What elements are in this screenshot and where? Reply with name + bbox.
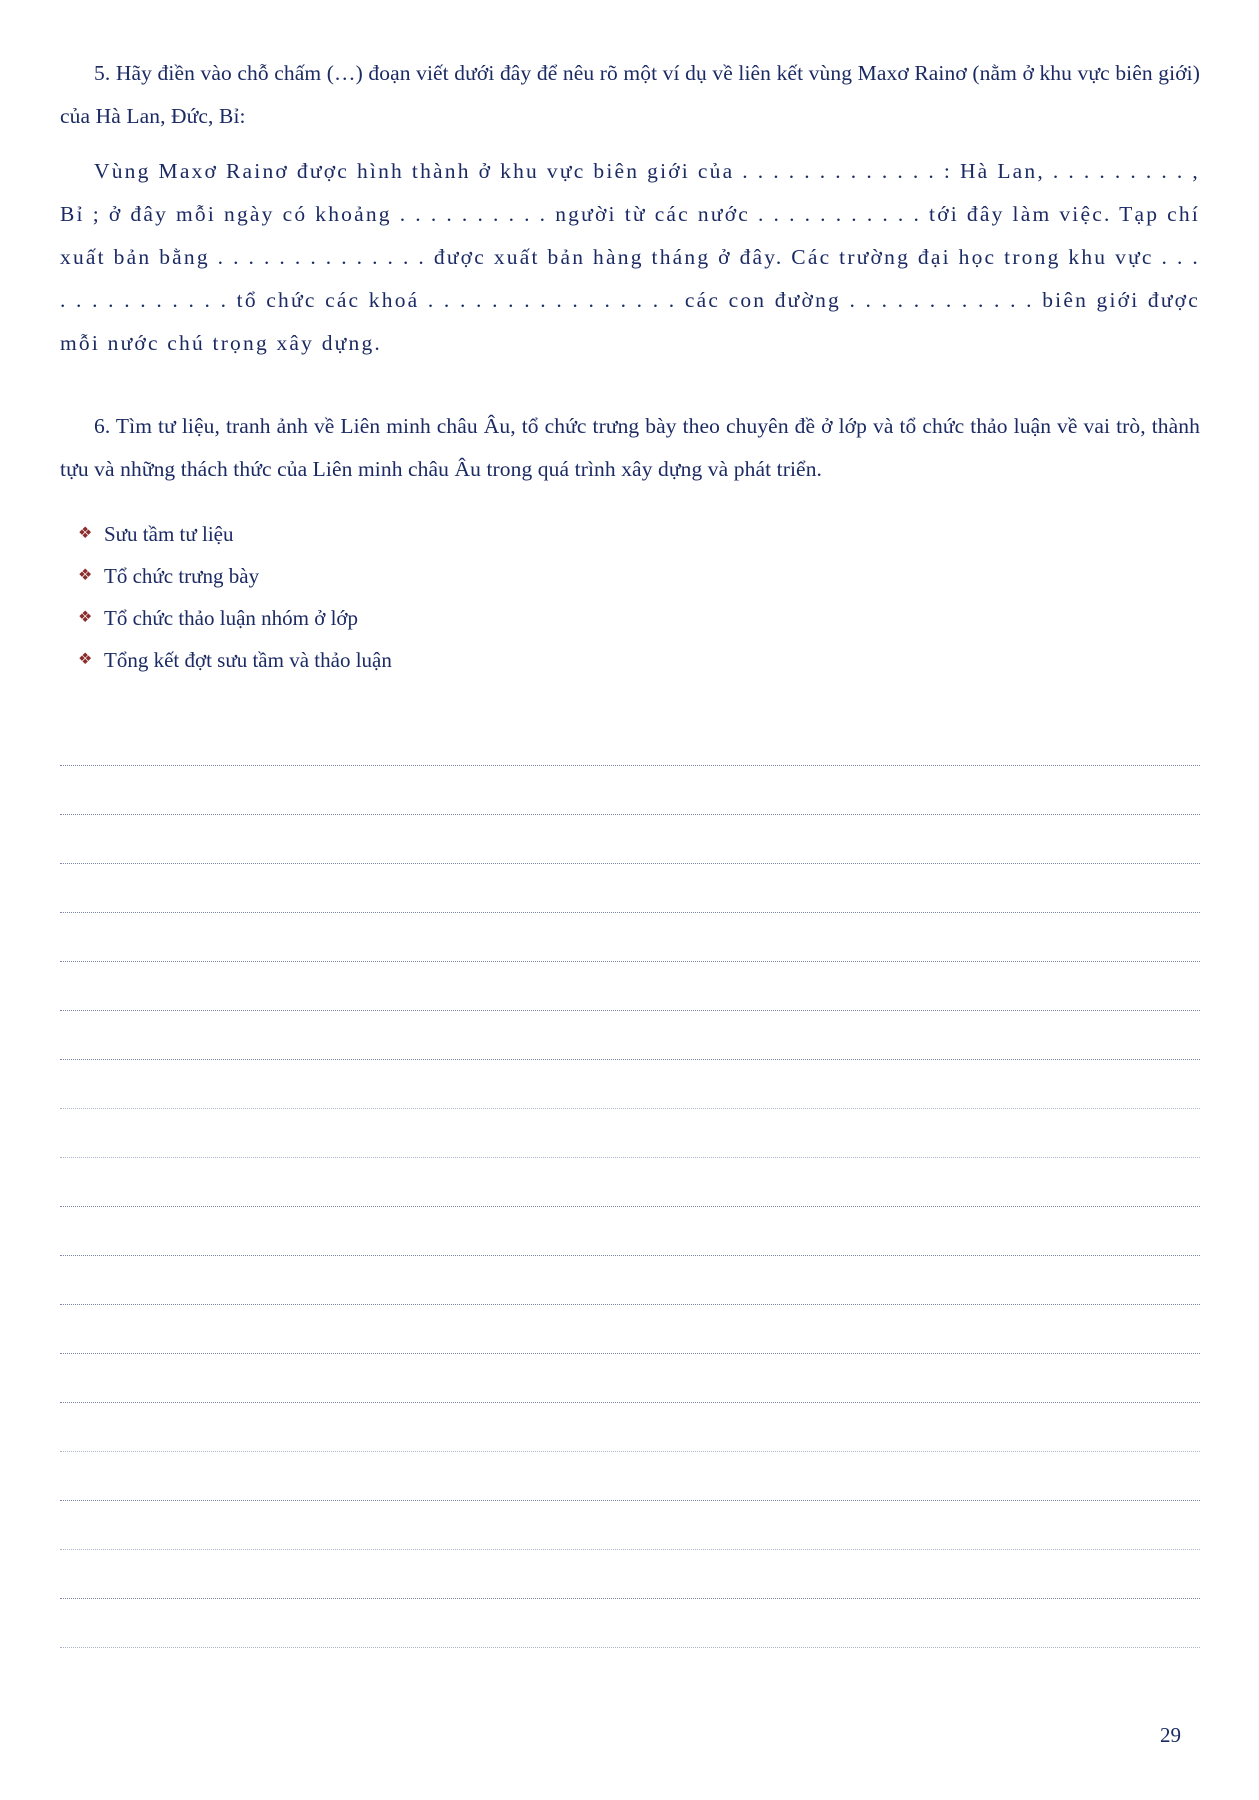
list-item [60, 513, 1200, 555]
exercise-5 [60, 52, 1200, 365]
answer-line[interactable] [60, 1256, 1200, 1305]
diamond-bullet-icon: ❖ [78, 567, 93, 584]
list-item-label: Tổng kết đợt sưu tầm và thảo luận [104, 648, 392, 672]
exercise-6-task-list [60, 513, 1200, 681]
answer-line[interactable] [60, 1109, 1200, 1158]
list-item [60, 555, 1200, 597]
answer-line[interactable] [60, 1060, 1200, 1109]
list-item-label: Sưu tầm tư liệu [104, 522, 234, 546]
diamond-bullet-icon: ❖ [78, 651, 93, 668]
answer-line[interactable] [60, 766, 1200, 815]
list-item-label: Tổ chức thảo luận nhóm ở lớp [104, 606, 359, 630]
answer-line[interactable] [60, 1501, 1200, 1550]
answer-line[interactable] [60, 1305, 1200, 1354]
exercise-6-prompt: 6. Tìm tư liệu, tranh ảnh về Liên minh châu Âu, tổ chức trưng bày theo chuyên đề ở lớp và tổ chức thảo luận về vai trò, thành tựu và những thách thức của Liên minh châu Âu trong quá trình xây dựng và phát triển. [60, 414, 1200, 481]
list-item [60, 639, 1200, 681]
answer-line[interactable] [60, 717, 1200, 766]
page-number: 29 [1160, 1723, 1181, 1747]
answer-line[interactable] [60, 864, 1200, 913]
answer-line[interactable] [60, 1011, 1200, 1060]
diamond-bullet-icon: ❖ [78, 609, 93, 626]
answer-line[interactable] [60, 962, 1200, 1011]
diamond-bullet-icon: ❖ [78, 525, 93, 542]
answer-lines-area [60, 717, 1200, 1648]
answer-line[interactable] [60, 1403, 1200, 1452]
answer-line[interactable] [60, 1550, 1200, 1599]
answer-line[interactable] [60, 1158, 1200, 1207]
exercise-5-prompt: 5. Hãy điền vào chỗ chấm (…) đoạn viết dưới đây để nêu rõ một ví dụ về liên kết vùng Maxơ Rainơ (nằm ở khu vực biên giới) của Hà Lan, Đức, Bỉ: [60, 61, 1200, 128]
answer-line[interactable] [60, 1354, 1200, 1403]
exercise-6 [60, 405, 1200, 681]
answer-line[interactable] [60, 1452, 1200, 1501]
list-item-label: Tổ chức trưng bày [104, 564, 260, 588]
answer-line[interactable] [60, 913, 1200, 962]
answer-line[interactable] [60, 1207, 1200, 1256]
answer-line[interactable] [60, 1599, 1200, 1648]
page-content [60, 52, 1200, 1648]
exercise-5-fill-in-text: Vùng Maxơ Rainơ được hình thành ở khu vực biên giới của . . . . . . . . . . . . . : Hà Lan, . . . . . . . . . , Bỉ ; ở đây mỗi ngày có khoảng . . . . . . . . . . người từ các nước . . . . . . . . . . . tới đây làm việc. Tạp chí xuất bản bằng . . . . . . . . . . . . . . được xuất bản hàng tháng ở đây. Các trường đại học trong khu vực . . . . . . . . . . . . . . tổ chức các khoá . . . . . . . . . . . . . . . . các con đường . . . . . . . . . . . . biên giới được mỗi nước chú trọng xây dựng. [60, 159, 1200, 355]
answer-line[interactable] [60, 815, 1200, 864]
list-item [60, 597, 1200, 639]
